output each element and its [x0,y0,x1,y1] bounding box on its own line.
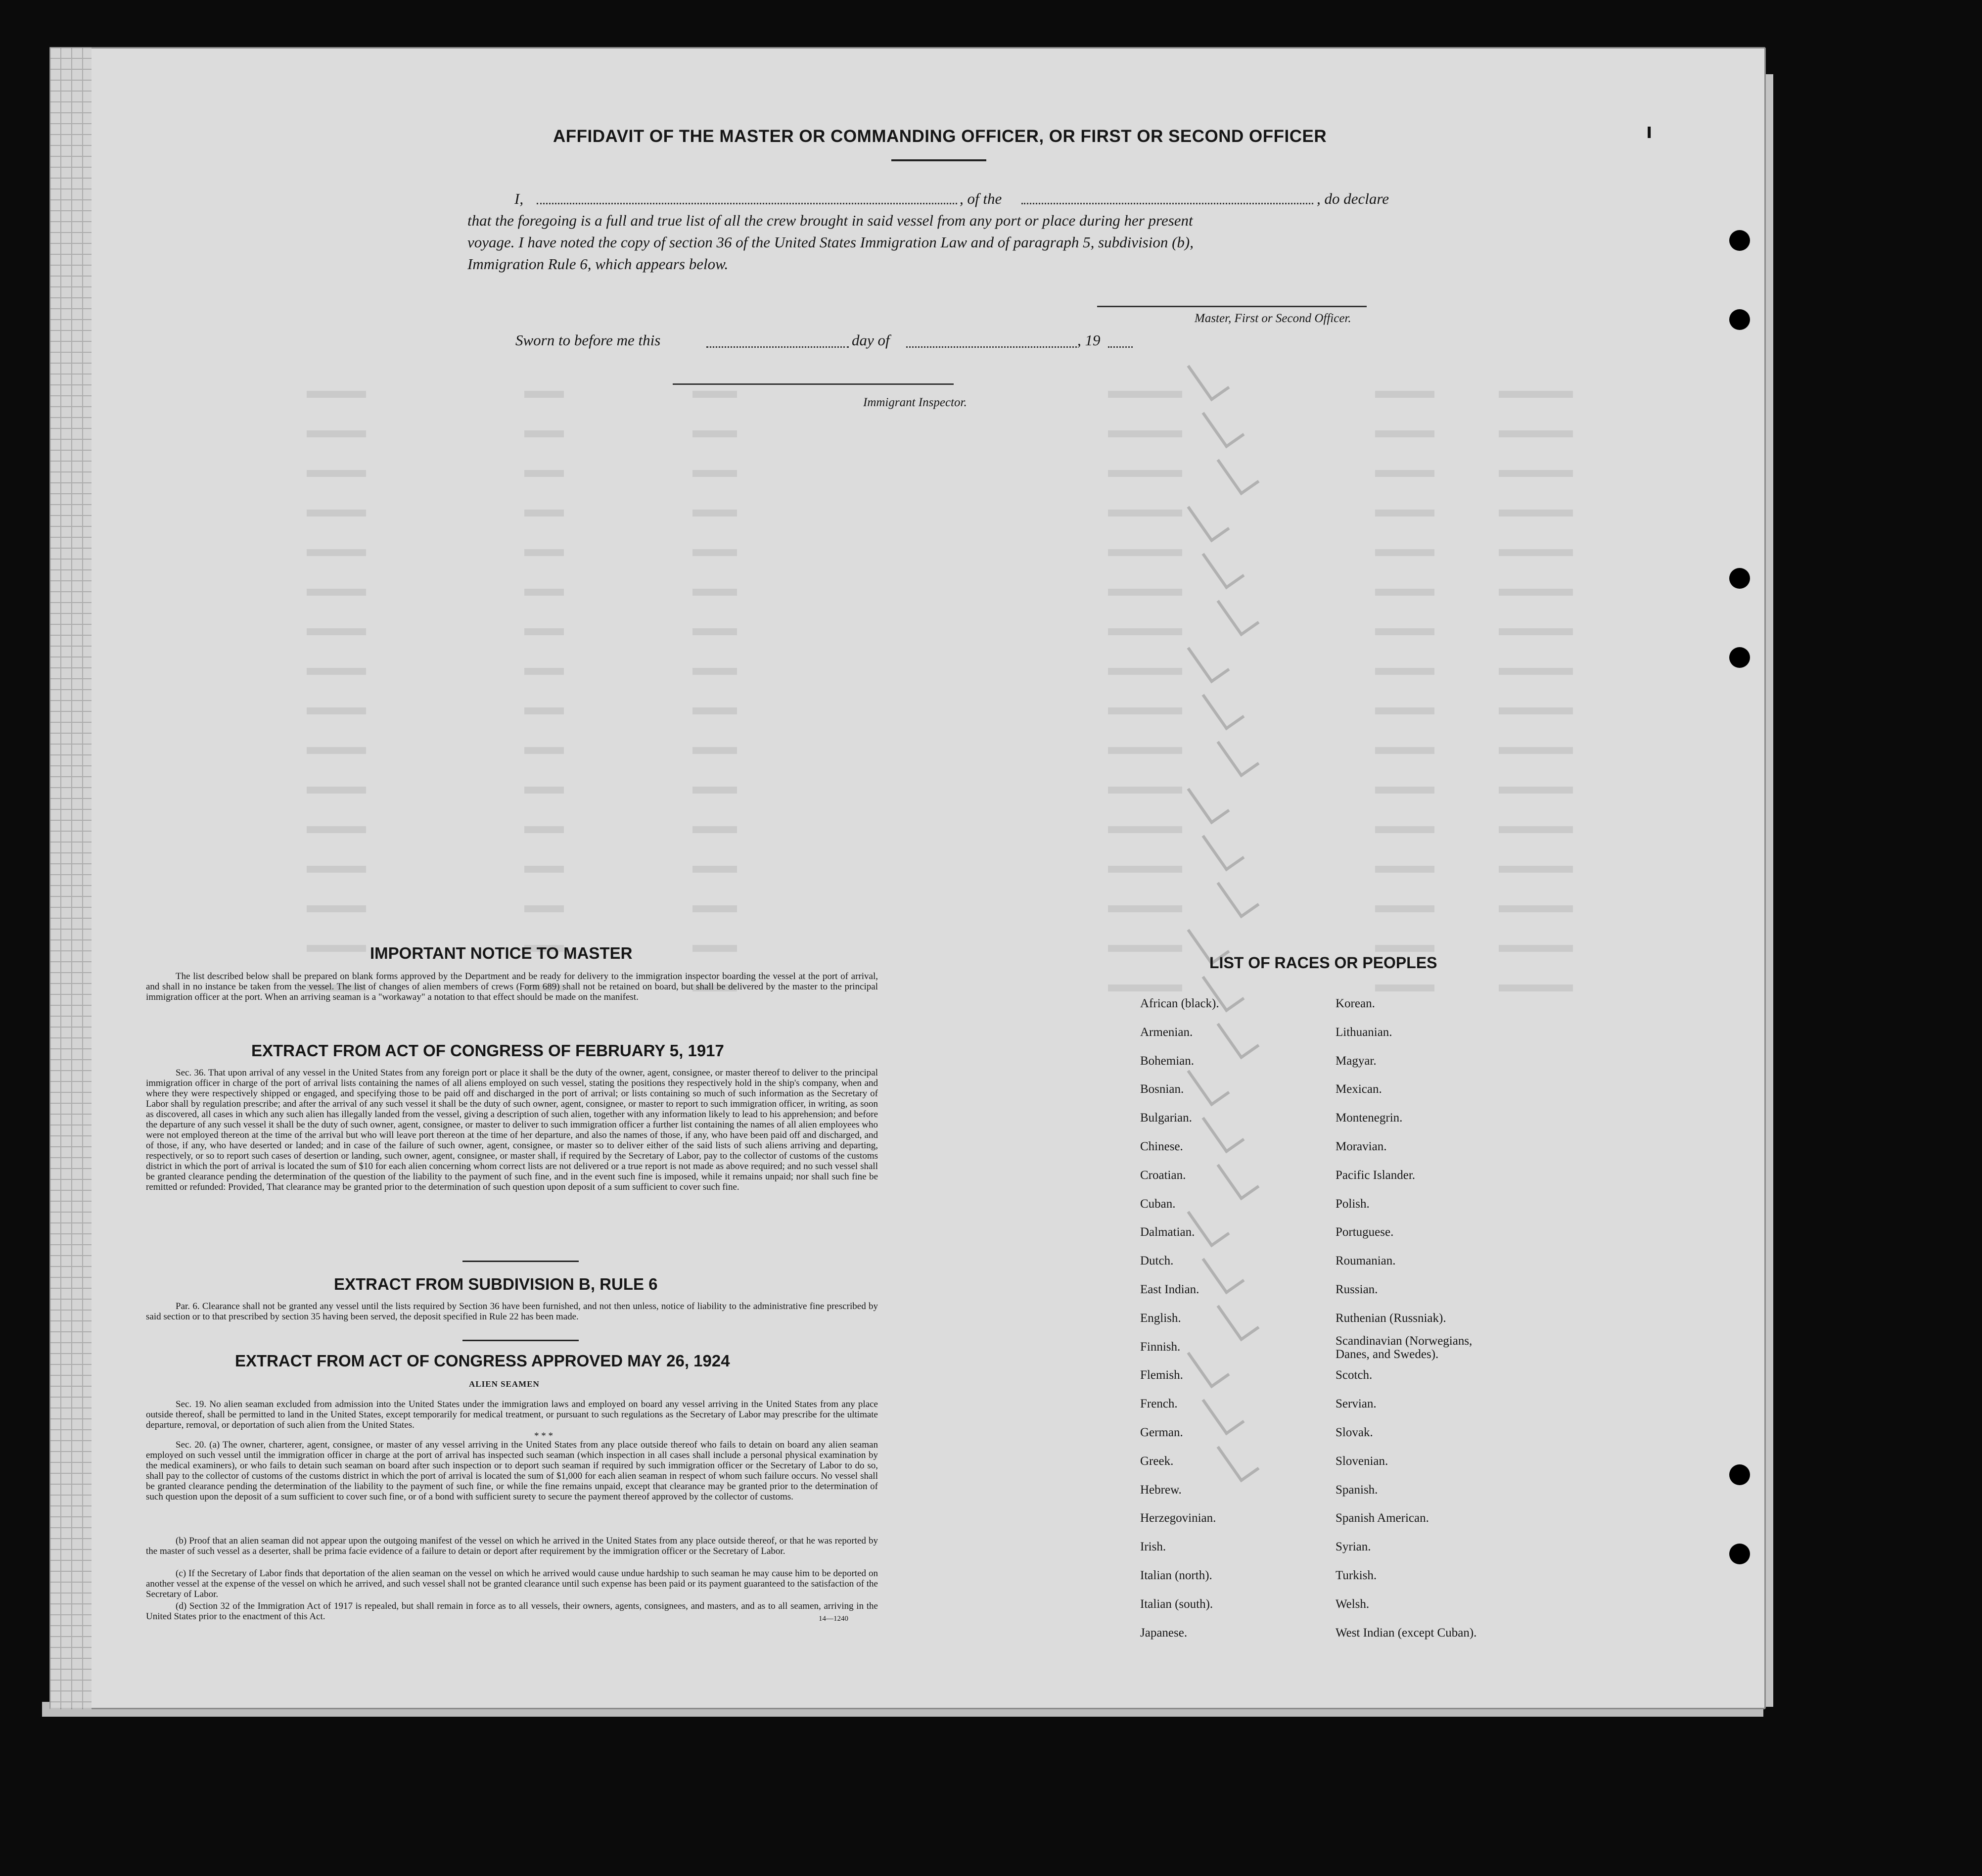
ghost-bar [307,747,366,754]
race-item: Moravian. [1336,1140,1387,1153]
race-item: Scotch. [1336,1368,1373,1382]
affidavit-i: I, [514,190,524,207]
ghost-bar [1499,787,1573,794]
notice-body: The list described below shall be prepared on blank forms approved by the Department and be ready for delivery to the immigration inspector boarding the vessel at the port of arrival, and shall in no instance be taken from the vessel. The list of changes of alien members of crews (Form 689) shall not be retained on board, but shall be delivered by the master to the principal immigration officer at the port. When an arriving seaman is a "workaway" a notation to that effect should be made on the manifest. [146,971,878,1002]
ghost-bar [692,866,737,873]
ghost-bar [1499,905,1573,912]
ghost-bar [692,787,737,794]
punch-hole [1729,568,1750,589]
ghost-bar [1108,747,1182,754]
ghost-bar [1375,628,1434,635]
ghost-bar [692,905,737,912]
race-item: Dutch. [1140,1254,1174,1268]
ghost-bar [1108,787,1182,794]
race-item: Hebrew. [1140,1483,1182,1497]
race-item: English. [1140,1311,1181,1325]
ghost-bar [1375,787,1434,794]
extract-1917-title: EXTRACT FROM ACT OF CONGRESS OF FEBRUARY 5, 1917 [251,1041,724,1060]
ghost-bar [1499,549,1573,556]
ghost-bar [1108,866,1182,873]
sworn-label: Sworn to before me this [515,331,661,349]
ghost-bar [524,905,564,912]
ghost-bar [1375,470,1434,477]
race-item: Italian (south). [1140,1597,1213,1611]
ghost-bar [1108,589,1182,596]
extract-1924-p2: Sec. 20. (a) The owner, charterer, agent, consignee, or master of any vessel arriving in the United States from any place outside thereof who fails to detain on board any alien seaman employed on such vessel until the immigration officer in charge at the port of arrival has inspected such seaman (which inspection in all cases shall include a personal physical examination by the medical examiners), or who fails to detain such seaman on board after such inspection or to deport such seaman if required by such immigration officer or the Secretary of Labor to do so, shall pay to the collector of customs of the customs district in which the port of arrival is located the sum of $1,000 for each alien seaman in respect of whom such failure occurs. No vessel shall be granted clearance pending the determination of the liability to the payment of such fine, or while the fine remains unpaid, except that clearance may be granted prior to the determination of such question upon the deposit of a sum sufficient to cover such fine, or of a bond with sufficient surety to secure the payment thereof approved by the collector of customs. [146,1440,878,1502]
race-item: Magyar. [1336,1054,1377,1068]
ghost-bar [307,549,366,556]
ghost-bar [692,391,737,398]
ghost-bar [692,945,737,952]
extract-rule6-title: EXTRACT FROM SUBDIVISION B, RULE 6 [334,1275,658,1293]
race-item: German. [1140,1426,1183,1439]
race-item: Syrian. [1336,1540,1371,1554]
master-signature-line[interactable] [1097,306,1367,307]
punch-hole [1729,1464,1750,1485]
ghost-bar [1375,945,1434,952]
ghost-bar [692,668,737,675]
ghost-bar [1108,549,1182,556]
extract-1924-p5: (d) Section 32 of the Immigration Act of 1917 is repealed, but shall remain in force as to all vessels, their owners, agents, consignees, and masters, and as to all seamen, arriving in the United States prior to the enactment of this Act. [146,1601,878,1622]
race-item: East Indian. [1140,1283,1199,1296]
ghost-bar [692,589,737,596]
ghost-bar [692,628,737,635]
ghost-bar [1375,826,1434,833]
extract-1924-p3: (b) Proof that an alien seaman did not appear upon the outgoing manifest of the vessel on which he arrived in the United States from any place outside thereof, or that he was reported by the master of such vessel as a deserter, shall be prima facie evidence of a failure to detain or deport after requirement by the immigration officer or the Secretary of Labor. [146,1536,878,1556]
ghost-bar [524,668,564,675]
ghost-bar [1375,905,1434,912]
ghost-bar [1499,510,1573,516]
race-item: Armenian. [1140,1025,1193,1039]
form-number: 14—1240 [819,1615,848,1623]
corner-tick-mark: ı [1646,119,1653,143]
ghost-bar [1499,628,1573,635]
race-item: Roumanian. [1336,1254,1396,1268]
race-item: Ruthenian (Russniak). [1336,1311,1446,1325]
title-underline [891,159,986,161]
race-item: Dalmatian. [1140,1225,1195,1239]
ghost-bar [307,787,366,794]
race-item: Spanish. [1336,1483,1378,1497]
punch-hole [1729,230,1750,251]
race-item: African (black). [1140,997,1219,1010]
ghost-bar [1499,391,1573,398]
ghost-bar [1499,470,1573,477]
affidavit-of-the: , of the [960,190,1002,207]
ghost-bar [1499,866,1573,873]
race-item: Greek. [1140,1454,1174,1468]
race-item: Slovak. [1336,1426,1373,1439]
race-item: Croatian. [1140,1168,1186,1182]
ghost-bar [1375,510,1434,516]
ghost-bar [1499,826,1573,833]
ghost-bar [307,589,366,596]
extract-rule6-body: Par. 6. Clearance shall not be granted any vessel until the lists required by Section 36 have been furnished, and not then unless, notice of liability to the administrative fine prescribed by said section or to that prescribed by section 35 having been served, the deposit specified in Rule 22 has been made. [146,1301,878,1322]
ghost-bar [1375,589,1434,596]
race-item: Flemish. [1140,1368,1183,1382]
race-item: Chinese. [1140,1140,1183,1153]
race-item: Irish. [1140,1540,1166,1554]
ghost-bar [1375,668,1434,675]
ghost-bar [307,430,366,437]
ghost-bar [524,589,564,596]
affidavit-line-4: Immigration Rule 6, which appears below. [467,255,729,273]
race-item: Bosnian. [1140,1082,1184,1096]
ghost-bar [524,707,564,714]
sworn-year-blank[interactable] [1108,346,1133,348]
ghost-bar [1499,707,1573,714]
ghost-bar [1108,391,1182,398]
section-rule [462,1340,579,1341]
ghost-bar [524,510,564,516]
ghost-bar [1499,985,1573,991]
race-item: Bulgarian. [1140,1111,1192,1125]
race-item: Lithuanian. [1336,1025,1392,1039]
ghost-bar [1375,866,1434,873]
ghost-bar [524,549,564,556]
ghost-bar [1108,905,1182,912]
ghost-bar [307,826,366,833]
affidavit-line-2: that the foregoing is a full and true list of all the crew brought in said vessel from any port or place during her present [467,212,1193,229]
ghost-bar [692,510,737,516]
ghost-bar [307,866,366,873]
ghost-bar [307,628,366,635]
affidavit-declare: , do declare [1317,190,1389,207]
notice-title: IMPORTANT NOTICE TO MASTER [370,944,633,962]
sworn-month-blank[interactable] [906,346,1077,348]
ghost-bar [1108,510,1182,516]
ghost-bar [1375,707,1434,714]
ghost-bar [524,470,564,477]
race-item: Servian. [1336,1397,1377,1411]
ghost-bar [692,549,737,556]
extract-1924-p4: (c) If the Secretary of Labor finds that deportation of the alien seaman on the vessel on which he arrived would cause undue hardship to such seaman he may cause him to be deported on another vessel at the expense of the vessel on which he arrived, and such vessel shall not be granted clearance until such expense has been paid or its payment guaranteed to the satisfaction of the Secretary of Labor. [146,1568,878,1599]
race-item: Mexican. [1336,1082,1382,1096]
race-item: Bohemian. [1140,1054,1195,1068]
ghost-bar [692,747,737,754]
extract-1924-dots: * * * [534,1431,553,1441]
ghost-bar [1499,430,1573,437]
alien-seamen-subtitle: ALIEN SEAMEN [469,1379,540,1389]
race-item: Italian (north). [1140,1569,1212,1582]
affidavit-title: AFFIDAVIT OF THE MASTER OR COMMANDING OFFICER, OR FIRST OR SECOND OFFICER [553,127,1327,146]
ghost-bar [524,391,564,398]
extract-1924-p1: Sec. 19. No alien seaman excluded from admission into the United States under the immigration laws and employed on board any vessel arriving in the United States from any place outside thereof, shall be permitted to land in the United States, except temporarily for medical treatment, or pursuant to such regulations as the Secretary of Labor may prescribe for the ultimate departure, removal, or deportation of such alien from the United States. [146,1399,878,1430]
ghost-bar [1108,628,1182,635]
ghost-bar [1108,707,1182,714]
ghost-bar [307,707,366,714]
race-item: Welsh. [1336,1597,1370,1611]
ghost-bar [1108,470,1182,477]
sworn-day-blank[interactable] [706,346,849,348]
punch-hole [1729,1544,1750,1564]
punch-hole [1729,647,1750,668]
race-item: French. [1140,1397,1178,1411]
ghost-bar [524,866,564,873]
race-item: Korean. [1336,997,1375,1010]
ghost-bar [524,430,564,437]
punch-hole [1729,309,1750,330]
inspector-label: Immigrant Inspector. [863,396,967,409]
race-item: West Indian (except Cuban). [1336,1626,1477,1640]
ghost-bar [1375,985,1434,991]
vessel-blank[interactable] [1021,203,1313,204]
ghost-bar [1499,747,1573,754]
ghost-bar [307,945,366,952]
ghost-bar [307,510,366,516]
race-item: Polish. [1336,1197,1370,1211]
race-item: Finnish. [1140,1340,1181,1354]
race-item: Japanese. [1140,1626,1188,1640]
ghost-bar [1499,668,1573,675]
race-item: Herzegovinian. [1140,1511,1216,1525]
ghost-bar [307,470,366,477]
ghost-bar [1108,826,1182,833]
name-blank[interactable] [537,203,957,204]
ghost-bar [1108,985,1182,991]
ghost-bar [307,905,366,912]
race-item: Turkish. [1336,1569,1377,1582]
ghost-bar [1108,668,1182,675]
affidavit-line-3: voyage. I have noted the copy of section 36 of the United States Immigration Law and of paragraph 5, subdivision (b), [467,234,1194,251]
ghost-bar [524,826,564,833]
ghost-bar [1499,945,1573,952]
race-item: Montenegrin. [1336,1111,1403,1125]
ghost-bar [524,628,564,635]
extract-1924-title: EXTRACT FROM ACT OF CONGRESS APPROVED MAY 26, 1924 [235,1352,730,1370]
ghost-bar [1375,747,1434,754]
race-item: Cuban. [1140,1197,1176,1211]
race-item: Scandinavian (Norwegians, Danes, and Swedes). [1336,1334,1473,1361]
day-of-label: day of [852,331,890,349]
ghost-bar [1375,391,1434,398]
ghost-bar [692,430,737,437]
ghost-bar [1375,549,1434,556]
races-title: LIST OF RACES OR PEOPLES [1209,954,1437,972]
ghost-bar [1499,589,1573,596]
ghost-bar [692,826,737,833]
ghost-bar [1375,430,1434,437]
section-rule [462,1261,579,1262]
race-item: Pacific Islander. [1336,1168,1416,1182]
ghost-bar [307,668,366,675]
ghost-bar [1108,430,1182,437]
ghost-bar [692,470,737,477]
ghost-bar [524,787,564,794]
race-item: Spanish American. [1336,1511,1429,1525]
master-signature-label: Master, First or Second Officer. [1195,312,1351,325]
ghost-bar [524,747,564,754]
race-item: Russian. [1336,1283,1378,1296]
year-label: , 19 [1077,331,1101,349]
ghost-bar [1108,945,1182,952]
race-item: Portuguese. [1336,1225,1394,1239]
ledger-grid-strip [49,47,92,1709]
inspector-signature-line[interactable] [673,383,954,385]
ghost-bar [307,391,366,398]
race-item: Slovenian. [1336,1454,1388,1468]
ghost-bar [692,707,737,714]
extract-1917-body: Sec. 36. That upon arrival of any vessel in the United States from any foreign port or place it shall be the duty of the owner, agent, consignee, or master thereof to deliver to the principal immigration officer in charge of the port of arrival lists containing the names of all aliens employed on such vessel, stating the positions they respectively hold in the ship's company, when and where they were respectively shipped or engaged, and specifying those to be paid off and discharged in the port of arrival; or lists containing so much of such information as the Secretary of Labor shall by regulation prescribe; and after the arrival of any such vessel it shall be the duty of such owner, agent, consignee, or master to report to such immigration officer, in writing, as soon as discovered, all cases in which any such alien has illegally landed from the vessel, giving a description of such alien, together with any information likely to lead to his apprehension; and before the departure of any such vessel it shall be the duty of such owner, agent, consignee, or master to deliver to such immigration officer a further list containing the names of all alien employees who were not employed thereon at the time of the arrival but who will leave port thereon at the time of her departure, and also the names of those, if any, who have been paid off and discharged, and of those, if any, who have deserted or landed; and in case of the failure of such owner, agent, consignee, or master so to deliver either of the said lists of such aliens arriving and departing, respectively, or so to report such cases of desertion or landing, such owner, agent, consignee, or master shall, if required by the Secretary of Labor, pay to the collector of customs of the customs district in which the port of arrival is located the sum of $10 for each alien concerning whom correct lists are not delivered or a true report is not made as above required; and no such vessel shall be granted clearance pending the determination of the question of the liability to the payment of such fine, and in the event such fine is imposed, while it remains unpaid; nor shall such fine be remitted or refunded: Provided, That clearance may be granted prior to the determination of such question upon deposit of a sum sufficient to cover such fine. [146,1068,878,1192]
